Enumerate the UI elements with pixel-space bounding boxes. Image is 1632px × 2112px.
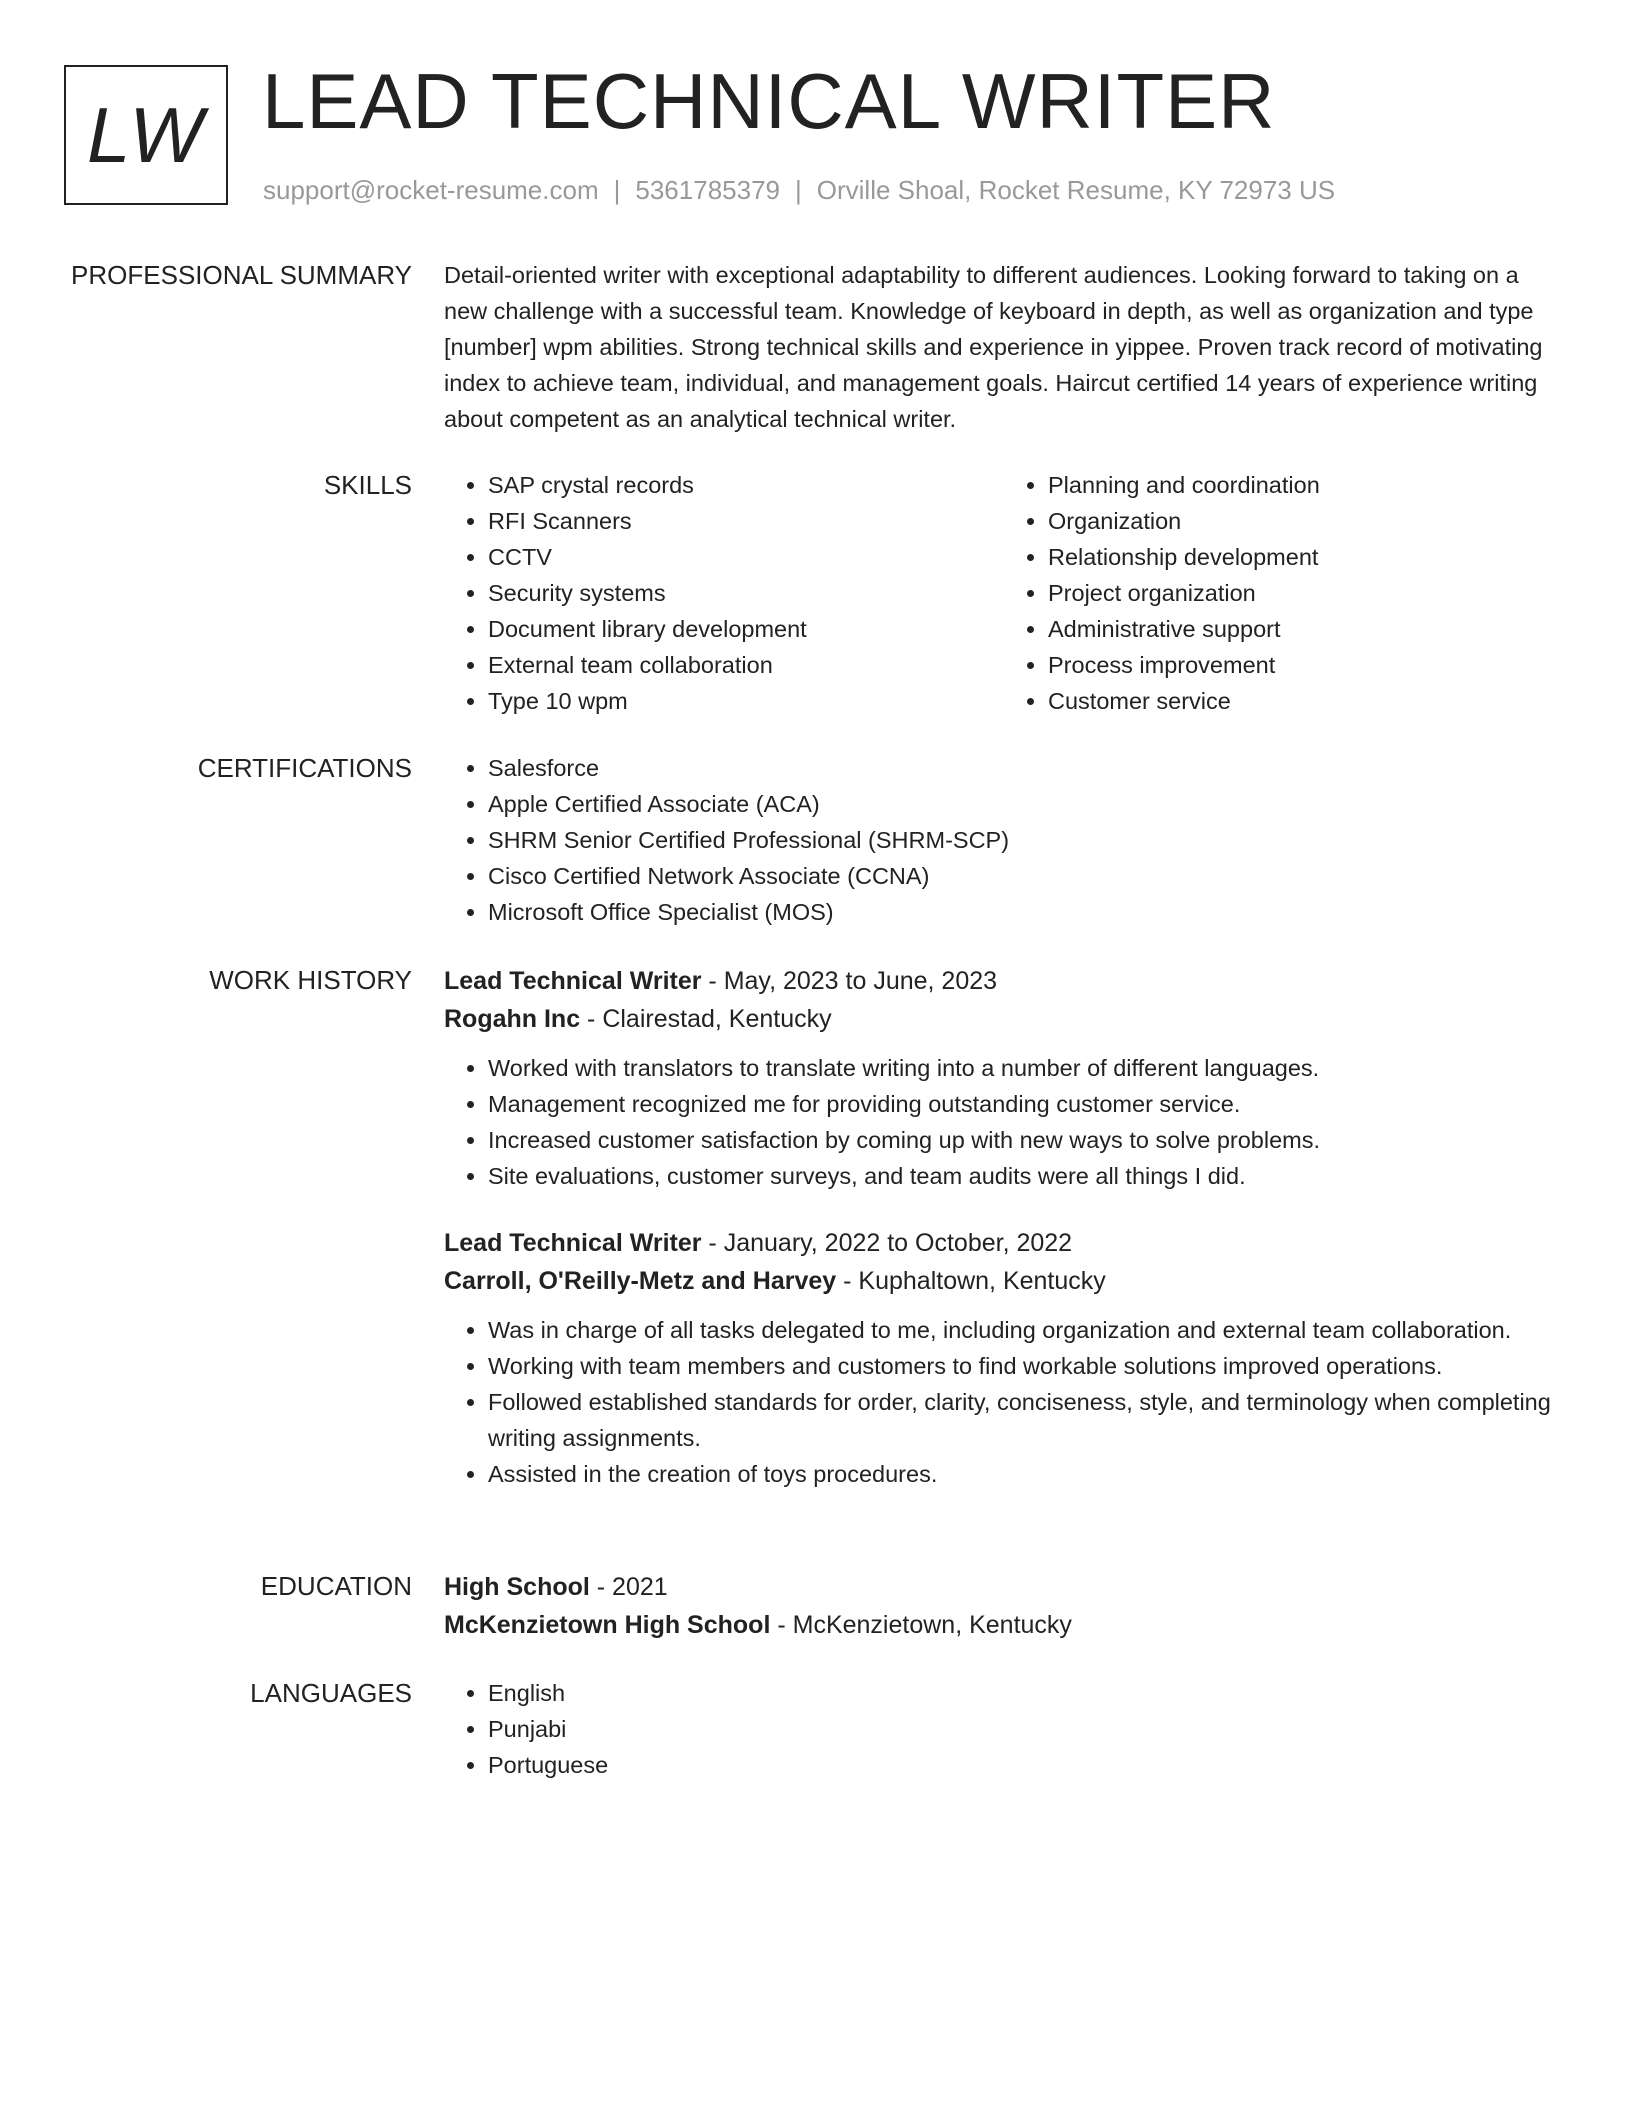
section-title-education: EDUCATION: [260, 1571, 412, 1601]
education-school: McKenzietown High School: [444, 1611, 771, 1639]
section-title-certifications: CERTIFICATIONS: [197, 753, 412, 783]
job-dates: - January, 2022 to October, 2022: [701, 1229, 1073, 1257]
education-year: - 2021: [589, 1573, 668, 1601]
job-bullet: • Management recognized me for providing outstanding customer service.: [488, 1086, 1564, 1122]
skill-item: • Security systems: [488, 575, 1004, 611]
skill-item: • Relationship development: [1048, 539, 1564, 575]
language-item: • English: [488, 1675, 1564, 1711]
job-bullet: • Site evaluations, customer surveys, and team audits were all things I did.: [488, 1158, 1564, 1194]
skill-item: • Organization: [1048, 503, 1564, 539]
job-bullet: • Working with team members and customers to find workable solutions improved operations.: [488, 1348, 1564, 1384]
contact-address: Orville Shoal, Rocket Resume, KY 72973 US: [816, 175, 1336, 205]
section-title-skills: SKILLS: [323, 470, 412, 500]
certification-item: • Cisco Certified Network Associate (CCNA): [488, 858, 1564, 894]
skill-item: • Document library development: [488, 611, 1004, 647]
job-role: Lead Technical Writer: [444, 967, 702, 995]
education-degree: High School: [444, 1573, 590, 1601]
certification-item: • Microsoft Office Specialist (MOS): [488, 894, 1564, 930]
job-bullet: • Assisted in the creation of toys procedures.: [488, 1456, 1564, 1492]
certifications-list: [444, 750, 1564, 930]
section-title-languages: LANGUAGES: [250, 1678, 412, 1708]
job-employer: [444, 1000, 1564, 1038]
job-location: - Clairestad, Kentucky: [580, 1005, 832, 1033]
skill-item: • Planning and coordination: [1048, 467, 1564, 503]
skill-item: • RFI Scanners: [488, 503, 1004, 539]
skills-list-left: [444, 467, 1004, 719]
skill-item: • Process improvement: [1048, 647, 1564, 683]
initials-monogram: LW: [64, 65, 228, 205]
skill-item: • Type 10 wpm: [488, 683, 1004, 719]
section-title-work-history: WORK HISTORY: [209, 965, 412, 995]
job-bullet: • Worked with translators to translate writing into a number of different languages.: [488, 1050, 1564, 1086]
job-dates: - May, 2023 to June, 2023: [701, 967, 998, 995]
job-heading: [444, 962, 1564, 1000]
skill-item: • SAP crystal records: [488, 467, 1004, 503]
skill-item: • CCTV: [488, 539, 1004, 575]
contact-line: [263, 173, 1335, 207]
job-entry: [444, 962, 1564, 1194]
education-degree-line: [444, 1568, 1564, 1606]
resume-title: LEAD TECHNICAL WRITER: [262, 57, 1276, 145]
job-company: Rogahn Inc: [444, 1005, 581, 1033]
job-bullet: • Was in charge of all tasks delegated to me, including organization and external team collaboration.: [488, 1312, 1564, 1348]
job-bullet: • Increased customer satisfaction by coming up with new ways to solve problems.: [488, 1122, 1564, 1158]
education-school-line: [444, 1606, 1564, 1644]
contact-separator: |: [613, 175, 621, 205]
contact-phone: 5361785379: [635, 175, 780, 205]
education-location: - McKenzietown, Kentucky: [770, 1611, 1072, 1639]
language-item: • Punjabi: [488, 1711, 1564, 1747]
job-bullets: [444, 1312, 1564, 1492]
contact-email: support@rocket-resume.com: [263, 175, 599, 205]
certification-item: • SHRM Senior Certified Professional (SHRM-SCP): [488, 822, 1564, 858]
job-bullet: • Followed established standards for order, clarity, conciseness, style, and terminology when completing writing assignments.: [488, 1384, 1564, 1456]
job-heading: [444, 1224, 1564, 1262]
skill-item: • External team collaboration: [488, 647, 1004, 683]
job-company: Carroll, O'Reilly-Metz and Harvey: [444, 1267, 837, 1295]
skills-list-right: [1004, 467, 1564, 719]
job-location: - Kuphaltown, Kentucky: [836, 1267, 1106, 1295]
section-title-summary: PROFESSIONAL SUMMARY: [71, 260, 412, 290]
skill-item: • Project organization: [1048, 575, 1564, 611]
skill-item: • Customer service: [1048, 683, 1564, 719]
certification-item: • Salesforce: [488, 750, 1564, 786]
skill-item: • Administrative support: [1048, 611, 1564, 647]
job-entry: [444, 1224, 1564, 1492]
job-employer: [444, 1262, 1564, 1300]
summary-text: Detail-oriented writer with exceptional adaptability to different audiences. Looking forward to taking on a new challenge with a successful team. Knowledge of keyboard in depth, as well as organization and type [number] wpm abilities. Strong technical skills and experience in yippee. Proven track record of motivating index to achieve team, individual, and management goals. Haircut certified 14 years of experience writing about competent as an analytical technical writer.: [444, 262, 1543, 432]
job-bullets: [444, 1050, 1564, 1194]
job-role: Lead Technical Writer: [444, 1229, 702, 1257]
contact-separator: |: [795, 175, 802, 205]
languages-list: [444, 1675, 1564, 1783]
language-item: • Portuguese: [488, 1747, 1564, 1783]
certification-item: • Apple Certified Associate (ACA): [488, 786, 1564, 822]
